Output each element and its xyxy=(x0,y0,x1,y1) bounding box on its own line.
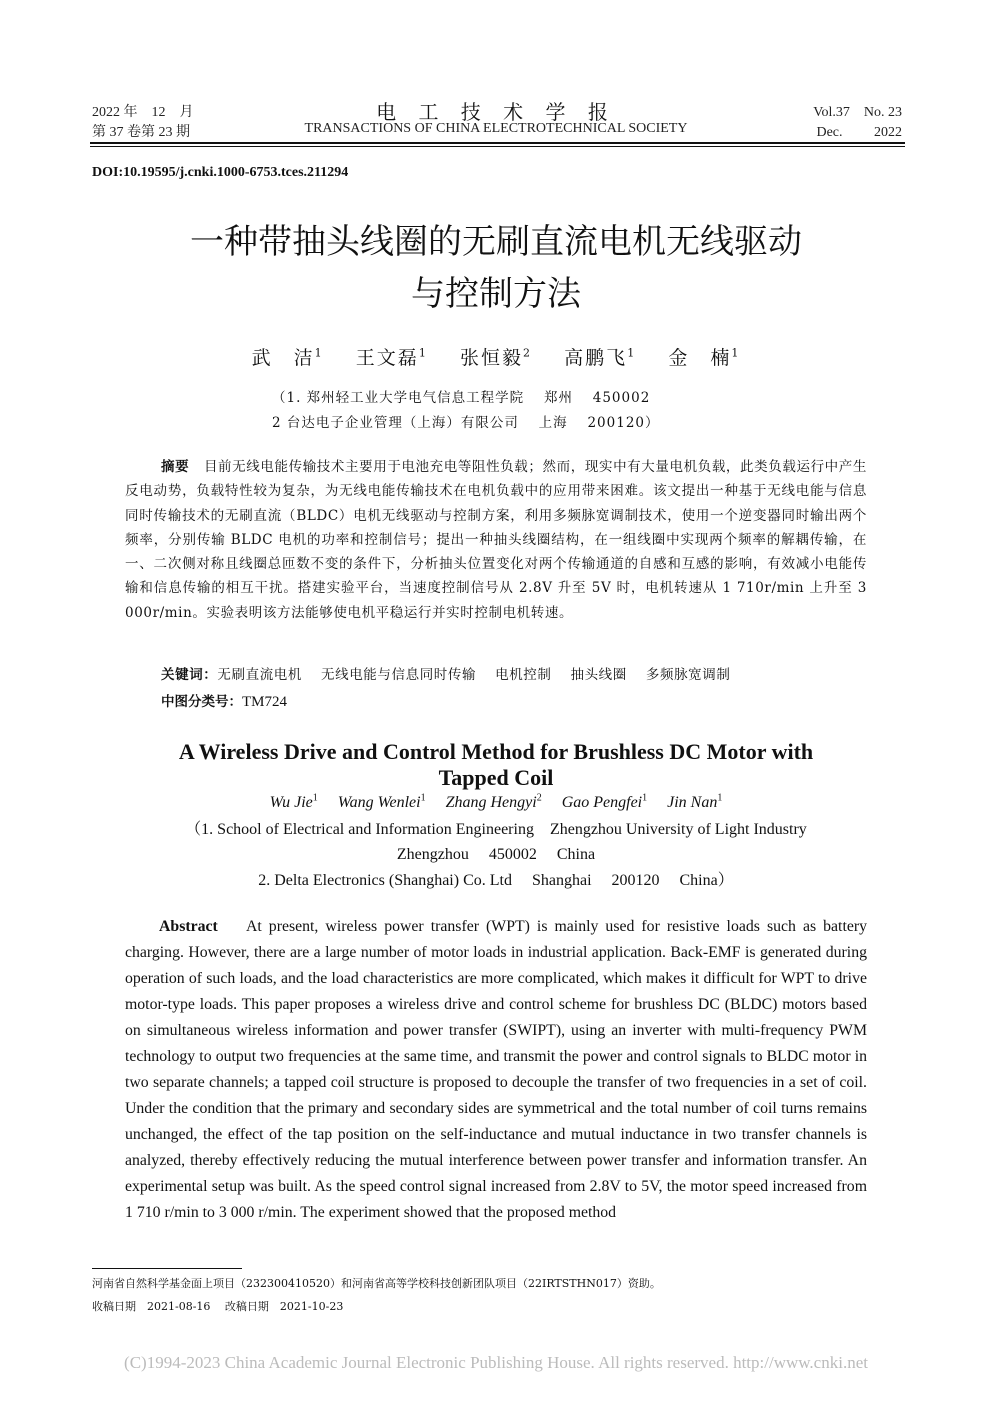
clc-text: TM724 xyxy=(242,694,287,710)
affiliation-cn-2: 2 台达电子企业管理（上海）有限公司 上海 200120） xyxy=(272,415,660,431)
author-cn: 高鹏飞$^1$ xyxy=(564,346,637,369)
affiliation-en-3: 2. Delta Electronics (Shanghai) Co. Ltd Shanghai 200120 China） xyxy=(258,872,734,889)
abstract-cn xyxy=(125,455,867,625)
keywords-cn xyxy=(161,663,730,683)
footnote-dates: 收稿日期 2021-08-16 改稿日期 2021-10-23 xyxy=(92,1300,344,1313)
abstract-cn-label: 摘要 xyxy=(161,459,190,475)
author-en: Wu Jie$^1$ xyxy=(269,793,318,812)
issue-volume: 第 37 卷第 23 期 xyxy=(92,125,190,140)
issue-date: 2022 年 12 月 xyxy=(92,105,194,120)
author-cn: 王文磊$^1$ xyxy=(355,346,428,369)
author-en: Zhang Hengyi$^2$ xyxy=(445,793,542,812)
footnote-funding: 河南省自然科学基金面上项目（232300410520）和河南省高等学校科技创新团队项目（22IRTSTHN017）资助。 xyxy=(92,1277,661,1290)
authors-cn xyxy=(0,343,992,370)
affiliation-en-2: Zhengzhou 450002 China xyxy=(396,846,596,863)
clc-number xyxy=(161,690,287,711)
journal-title-en: TRANSACTIONS OF CHINA ELECTROTECHNICAL SOCIETY xyxy=(304,121,688,136)
author-en: Gao Pengfei$^1$ xyxy=(561,793,648,812)
author-en: Jin Nan$^1$ xyxy=(667,793,723,812)
author-cn: 金 楠$^1$ xyxy=(668,346,741,369)
abstract-en-label: Abstract xyxy=(159,918,218,935)
volume-number: Vol.37 No. 23 xyxy=(813,105,902,120)
title-cn-line2: 与控制方法 xyxy=(411,274,581,314)
footnote-rule xyxy=(92,1268,242,1269)
journal-title-cn: 电 工 技 术 学 报 xyxy=(376,100,616,124)
clc-label: 中图分类号： xyxy=(161,694,242,710)
author-en: Wang Wenlei$^1$ xyxy=(337,793,426,812)
abstract-en-text: At present, wireless power transfer (WPT) is mainly used for resistive loads such as battery charging. However, there are a large number of motor loads in industrial application. Back-EMF is generated during operation of such loads, and the load characteristics are more complicated, which makes it difficult for WPT to drive motor-type loads. This paper proposes a wireless drive and control scheme for brushless DC (BLDC) motors based on simultaneous wireless information and power transfer (SWIPT), using an inverter with multi-frequency PWM technology to output two frequencies at the same time, and transmit the power and control signals to BLDC motor in two separate channels; a tapped coil structure is proposed to decouple the transfer of two frequencies in a set of coil. Under the condition that the primary and secondary sides are symmetrical and the total number of coil turns remains unchanged, the effect of the tap position on the self-inductance and mutual inductance in two transfer channels is analyzed, thereby effectively reducing the mutual interference between power transfer and information transfer. An experimental setup was built. As the speed control signal increased from 2.8V to 5V, the motor speed increased from 1 710 r/min to 3 000 r/min. The experiment showed that the proposed method xyxy=(125,918,868,1221)
authors-en xyxy=(0,793,992,812)
month-year: Dec. 2022 xyxy=(816,125,902,140)
abstract-cn-text: 目前无线电能传输技术主要用于电池充电等阻性负载；然而，现实中有大量电机负载，此类负载运行中产生反电动势，负载特性较为复杂，为无线电能传输技术在电机负载中的应用带来困难。该文提出一种基于无线电能与信息同时传输技术的无刷直流（BLDC）电机无线驱动与控制方案，利用多频脉宽调制技术，使用一个逆变器同时输出两个频率，分别传输 BLDC 电机的功率和控制信号；提出一种抽头线圈结构，在一组线圈中实现两个频率的解耦传输，在一、二次侧对称且线圈总匝数不变的条件下，分析抽头位置变化对两个传输通道的自感和互感的影响，有效减小电能传输和信息传输的相互干扰。搭建实验平台，当速度控制信号从 2.8V 升至 5V 时，电机转速从 1 710r/min 上升至 3 000r/min。实验表明该方法能够使电机平稳运行并实时控制电机转速。 xyxy=(125,459,867,621)
copyright-footer: (C)1994-2023 China Academic Journal Electronic Publishing House. All rights reserved. http://www.cnki.net xyxy=(124,1353,868,1372)
author-cn: 武 洁$^1$ xyxy=(251,346,324,369)
doi: DOI:10.19595/j.cnki.1000-6753.tces.211294 xyxy=(92,165,349,180)
header-rule-thin xyxy=(90,146,905,147)
title-en-line1: A Wireless Drive and Control Method for Brushless DC Motor with xyxy=(178,739,814,764)
keywords-cn-label: 关键词： xyxy=(161,667,218,683)
author-cn: 张恒毅$^2$ xyxy=(459,346,532,369)
affiliation-en-1: （1. School of Electrical and Information Engineering Zhengzhou University of Light Industry xyxy=(185,821,807,838)
keywords-cn-text: 无刷直流电机 无线电能与信息同时传输 电机控制 抽头线圈 多频脉宽调制 xyxy=(217,667,731,683)
title-en-line2: Tapped Coil xyxy=(438,765,554,790)
abstract-en xyxy=(125,914,867,1226)
header-rule-thick xyxy=(90,142,905,144)
title-cn-line1: 一种带抽头线圈的无刷直流电机无线驱动 xyxy=(190,222,802,262)
affiliation-cn-1: （1. 郑州轻工业大学电气信息工程学院 郑州 450002 xyxy=(272,390,651,406)
